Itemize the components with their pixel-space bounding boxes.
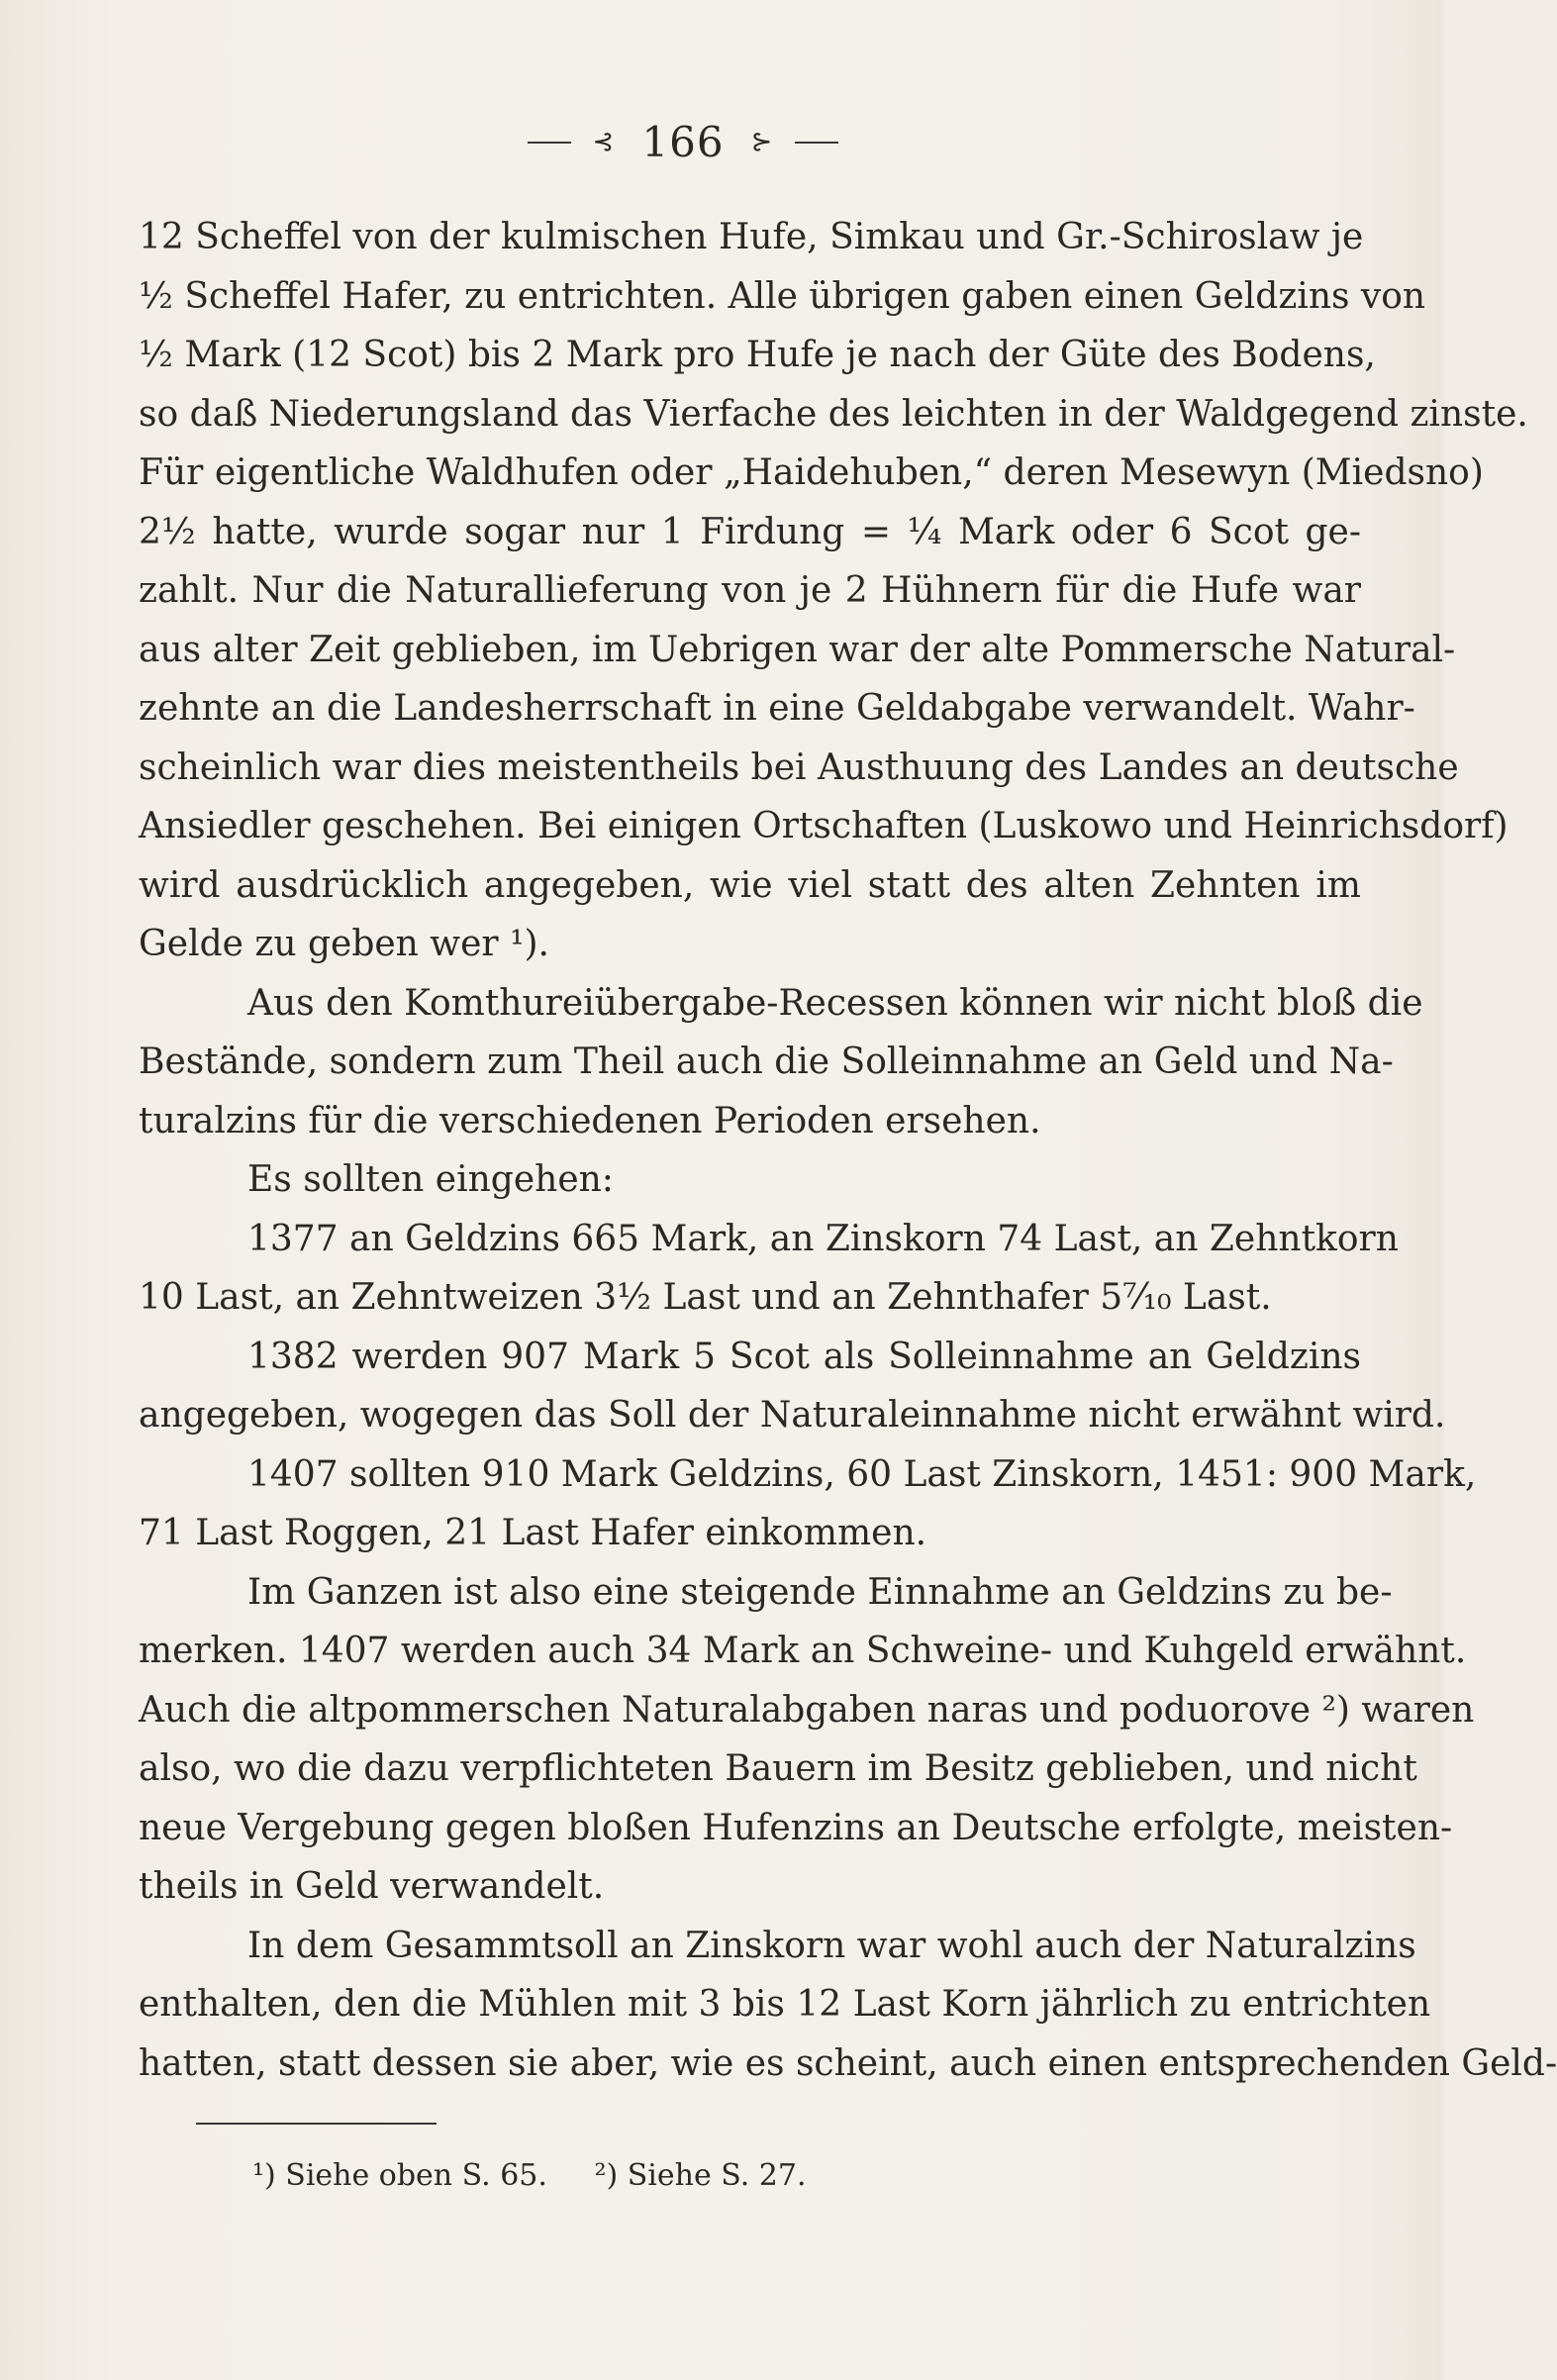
text-line: ½ Mark (12 Scot) bis 2 Mark pro Hufe je nach der Güte des Bodens, xyxy=(139,335,1376,375)
text-line: turalzins für die verschiedenen Perioden ersehen. xyxy=(139,1100,1041,1141)
text-line: enthalten, den die Mühlen mit 3 bis 12 Last Korn jährlich zu entrichten xyxy=(139,1984,1431,2025)
text-line: zehnte an die Landesherrschaft in eine Geldabgabe verwandelt. Wahr- xyxy=(139,688,1415,729)
text-line: aus alter Zeit geblieben, im Uebrigen war der alte Pommersche Natural- xyxy=(139,629,1456,670)
footnotes xyxy=(252,2158,844,2193)
text-line: 71 Last Roggen, 21 Last Hafer einkommen. xyxy=(139,1513,927,1553)
text-line: Gelde zu geben wer ¹). xyxy=(139,924,549,964)
text-line: ½ Scheffel Hafer, zu entrichten. Alle übrigen gaben einen Geldzins von xyxy=(139,275,1426,317)
text-line: Ansiedler geschehen. Bei einigen Ortschaften (Luskowo und Heinrichsdorf) xyxy=(139,806,1508,846)
paragraph xyxy=(139,1210,1399,1328)
paragraph xyxy=(139,1563,1475,1917)
text-line: Im Ganzen ist also eine steigende Einnahme an Geldzins zu be- xyxy=(247,1571,1393,1613)
text-line: In dem Gesammtsoll an Zinskorn war wohl auch der Naturalzins xyxy=(247,1925,1416,1966)
text-line: 2½ hatte, wurde sogar nur 1 Firdung = ¼ Mark oder 6 Scot ge- xyxy=(139,511,1361,552)
text-line: angegeben, wogegen das Soll der Naturaleinnahme nicht erwähnt wird. xyxy=(139,1395,1446,1436)
header-rule-right xyxy=(795,142,838,144)
header-rule-left xyxy=(528,142,571,144)
text-line: zahlt. Nur die Naturallieferung von je 2 Hühnern für die Hufe war xyxy=(139,570,1361,611)
text-line: also, wo die dazu verpflichteten Bauern im Besitz geblieben, und nicht xyxy=(139,1748,1417,1789)
header-ornament-left: ⊰ xyxy=(592,127,616,157)
text-line: 12 Scheffel von der kulmischen Hufe, Simkau und Gr.-Schiroslaw je xyxy=(139,217,1364,257)
text-line: Für eigentliche Waldhufen oder „Haidehuben,“ deren Mesewyn (Miedsno) xyxy=(139,452,1484,493)
page-number: 166 xyxy=(641,118,725,166)
text-line: Aus den Komthureiübergabe-Recessen können wir nicht bloß die xyxy=(247,982,1423,1024)
text-line: Bestände, sondern zum Theil auch die Solleinnahme an Geld und Na- xyxy=(139,1041,1394,1082)
footnote-1: ¹) Siehe oben S. 65. xyxy=(252,2158,547,2193)
text-line: Auch die altpommerschen Naturalabgaben naras und poduorove ²) waren xyxy=(139,1689,1475,1731)
paragraph xyxy=(139,208,1528,974)
text-line: wird ausdrücklich angegeben, wie viel statt des alten Zehnten im xyxy=(139,864,1361,906)
paragraph xyxy=(139,974,1423,1151)
text-line: hatten, statt dessen sie aber, wie es scheint, auch einen entsprechenden Geld- xyxy=(139,2042,1557,2084)
body-text xyxy=(139,208,1557,2093)
text-line: 1377 an Geldzins 665 Mark, an Zinskorn 74 Last, an Zehntkorn xyxy=(247,1218,1399,1259)
text-line: so daß Niederungsland das Vierfache des leichten in der Waldgegend zinste. xyxy=(139,393,1528,435)
footnote-rule xyxy=(196,2123,437,2125)
text-line: 1407 sollten 910 Mark Geldzins, 60 Last Zinskorn, 1451: 900 Mark, xyxy=(247,1453,1477,1495)
paragraph xyxy=(139,1328,1446,1445)
paragraph xyxy=(139,1445,1477,1563)
header-ornament-right: ⊱ xyxy=(750,127,774,157)
text-line: 10 Last, an Zehntweizen 3½ Last und an Zehnthafer 5⁷⁄₁₀ Last. xyxy=(139,1277,1272,1318)
text-line: 1382 werden 907 Mark 5 Scot als Solleinnahme an Geldzins xyxy=(247,1336,1361,1377)
text-line: Es sollten eingehen: xyxy=(247,1159,614,1200)
text-line: theils in Geld verwandelt. xyxy=(139,1866,605,1907)
text-line: scheinlich war dies meistentheils bei Austhuung des Landes an deutsche xyxy=(139,746,1459,788)
paragraph xyxy=(139,1150,1361,1210)
page-header xyxy=(0,117,1366,166)
paragraph xyxy=(139,1917,1557,2094)
text-line: neue Vergebung gegen bloßen Hufenzins an Deutsche erfolgte, meisten- xyxy=(139,1807,1453,1848)
text-line: merken. 1407 werden auch 34 Mark an Schweine- und Kuhgeld erwähnt. xyxy=(139,1631,1467,1671)
footnote-2: ²) Siehe S. 27. xyxy=(594,2158,807,2193)
